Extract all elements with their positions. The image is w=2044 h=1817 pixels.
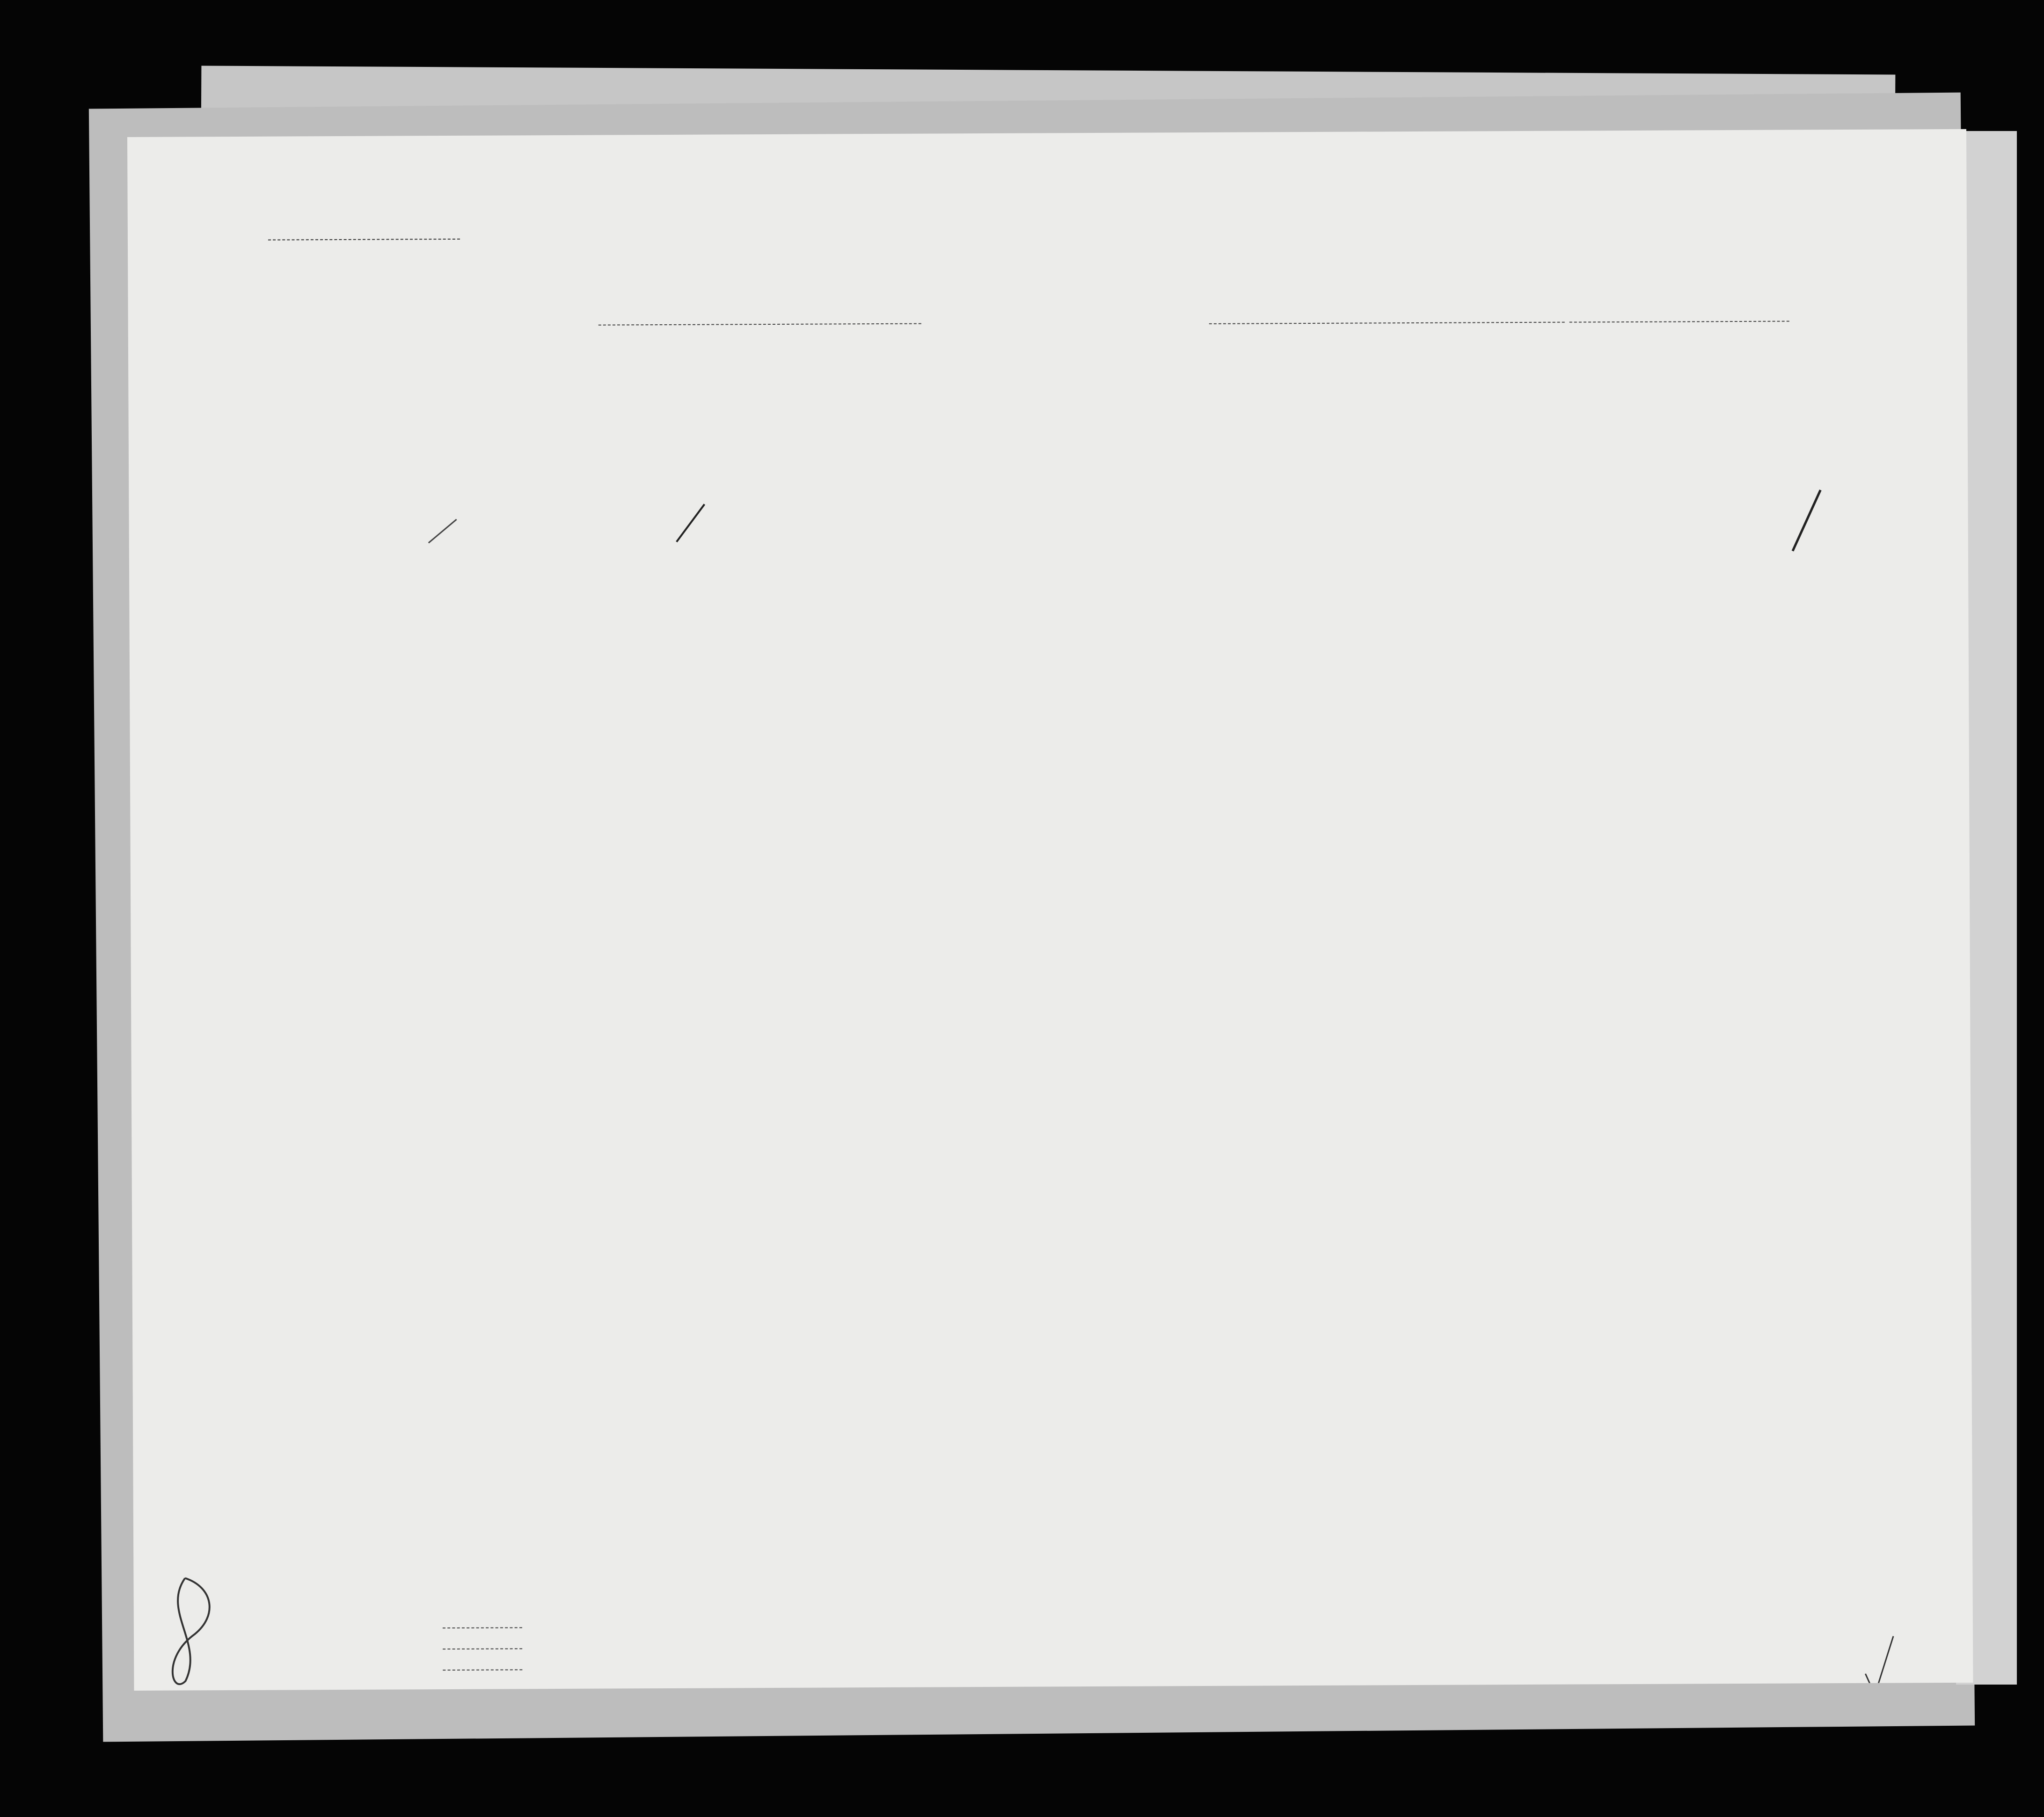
manifest-sheet [127, 129, 1973, 1691]
manifest-grid [127, 129, 1973, 1691]
